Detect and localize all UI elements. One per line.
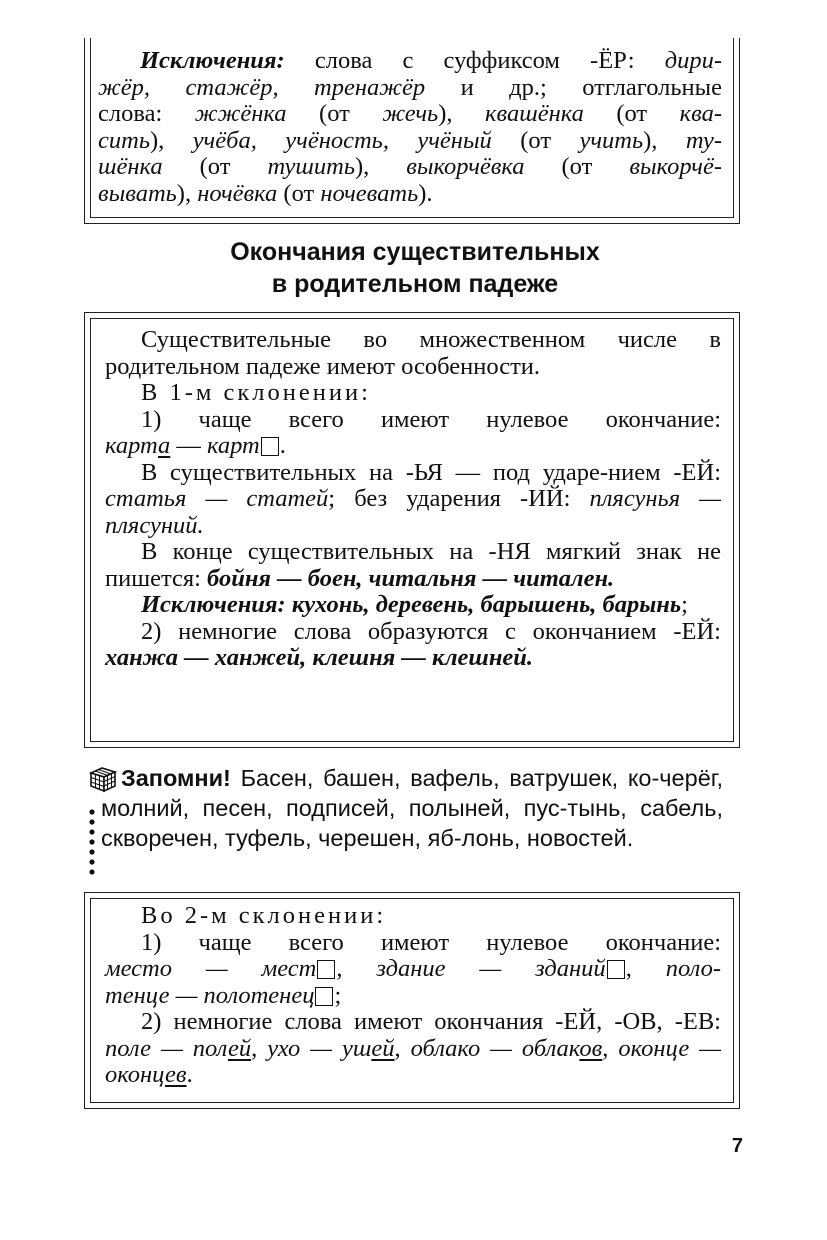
zero-ending-box (261, 437, 279, 456)
exceptions-line-4: сить), учёба, учёность, учёный (от учить), ту- (98, 126, 722, 154)
rule2-point-2: 2) немногие слова имеют окончания -ЕЙ, -ОВ, -ЕВ: поле — полей, ухо — ушей, облако — облаков, оконце — оконцев. (105, 1008, 721, 1088)
heading-line-1: Окончания существительных (230, 238, 600, 266)
rule-ya-ending: В существительных на -ЬЯ — под ударе-нием -ЕЙ: статья — статей; без ударения -ИЙ: плясунья — плясуний. (105, 458, 721, 539)
rule-intro: Существительные во множественном числе в родительном падеже имеют особенности. (105, 326, 721, 380)
remember-label: Запомни! (121, 765, 231, 791)
exceptions-line-2: жёр, стажёр, тренажёр и др.; отглагольные (98, 73, 722, 101)
exceptions-box (84, 38, 740, 224)
rule-point-2: 2) немногие слова образуются с окончанием -ЕЙ: ханжа — ханжей, клешня — клешней. (105, 617, 721, 671)
rule-point-1: 1) чаще всего имеют нулевое окончание: (141, 405, 721, 433)
exceptions-line-1: Исключения: слова с суффиксом -ЁР: дири- (140, 47, 722, 74)
zero-ending-box (315, 987, 333, 1006)
rule-point-1-example: карта — карт . (105, 432, 286, 459)
zero-ending-box (607, 960, 625, 979)
second-declension-label: Во 2-м склонении: (141, 902, 387, 929)
rule2-point-1: 1) чаще всего имеют нулевое окончание: (141, 928, 721, 956)
rule-box-first-declension (84, 312, 740, 748)
rule2-point-1-examples: место — мест , здание — зданий , поло- (105, 955, 721, 982)
rule-nya-ending: В конце существительных на -НЯ мягкий знак не пишется: бойня — боен, читальня — читален. (105, 538, 721, 592)
first-declension-label: В 1-м склонении: (141, 379, 371, 406)
rule-box-second-declension (84, 892, 740, 1109)
heading-line-2: в родительном падеже (271, 270, 559, 298)
rule-exceptions: Исключения: кухонь, деревень, барышень, барынь; (141, 591, 688, 618)
exceptions-line-6: вывать), ночёвка (от ночевать). (98, 179, 433, 207)
page-number: 7 (731, 1135, 743, 1157)
exceptions-line-3: слова: жжёнка (от жечь), квашёнка (от ква- (98, 100, 722, 127)
remember-text: Басен, башен, вафель, ватрушек, ко-черёг, молний, песен, подписей, полыней, пус-тынь, сабель, скворечен, туфель, черешен, яб-лонь, новостей. (101, 765, 723, 851)
dotted-line-icon (87, 808, 97, 880)
rule2-point-1-examples-cont: тенце — полотенец ; (105, 981, 342, 1009)
remember-note (101, 763, 723, 853)
section-heading (90, 236, 740, 300)
exceptions-line-5: шёнка (от тушить), выкорчёвка (от выкорчё- (98, 153, 722, 180)
zero-ending-box (317, 960, 335, 979)
